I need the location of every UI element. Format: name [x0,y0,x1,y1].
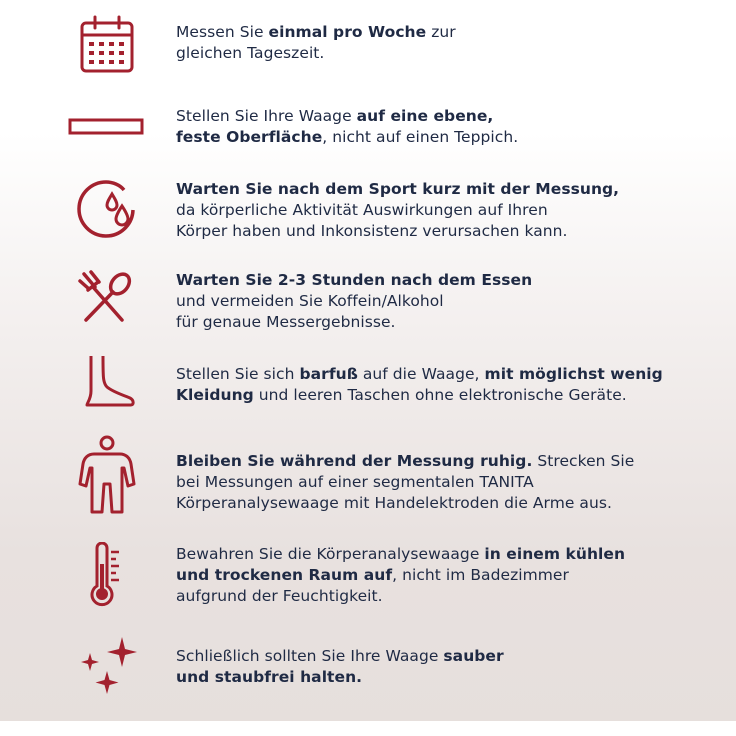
scale-icon [66,110,146,144]
tip-text-regular: Strecken Sie [532,452,635,470]
tip-text-regular: und leeren Taschen ohne elektronische Geräte. [253,386,627,404]
tip-text-bold: und staubfrei halten. [176,668,363,686]
tip-text [176,22,716,64]
tip-text [176,364,716,406]
tip-text-regular: da körperliche Aktivität Auswirkungen auf Ihren [176,201,548,219]
tip-text-regular: auf die Waage, [357,365,485,383]
tip-text-regular: Stellen Sie sich [176,365,300,383]
tip-line [176,385,716,406]
tip-text-bold: sauber [443,647,504,665]
tip-line [176,544,716,565]
tip-line [176,364,716,385]
foot-icon [72,352,142,410]
tip-text-regular: Körperanalysewaage mit Handelektroden die Arme aus. [176,494,612,512]
tip-text-bold: auf eine ebene, [356,107,494,125]
tip-text-bold: und trockenen Raum auf [176,566,393,584]
tip-text-regular: , nicht auf einen Teppich. [322,128,519,146]
tip-text-bold: Warten Sie nach dem Sport kurz mit der Messung, [176,180,620,198]
tip-text-regular: Körper haben und Inkonsistenz verursachen kann. [176,222,568,240]
tip-text-regular: für genaue Messergebnisse. [176,313,396,331]
tip-line [176,586,716,607]
tip-text-regular: und vermeiden Sie Koffein/Alkohol [176,292,444,310]
tip-line [176,646,716,667]
tip-line [176,667,716,688]
sweat-drops-icon [72,178,142,240]
tip-text-regular: , nicht im Badezimmer [392,566,569,584]
tip-text-regular: zur [426,23,456,41]
tip-text-regular: Stellen Sie Ihre Waage [176,107,357,125]
tip-text-bold: in einem kühlen [484,545,626,563]
tip-line [176,22,716,43]
tip-line [176,200,716,221]
tip-line [176,472,716,493]
tip-text-bold: mit möglichst wenig [484,365,663,383]
tip-text-bold: Bleiben Sie während der Messung ruhig. [176,452,533,470]
tip-text-bold: barfuß [299,365,358,383]
tip-text-regular: aufgrund der Feuchtigkeit. [176,587,383,605]
sparkles-icon [74,634,144,698]
tip-text [176,544,716,607]
tip-line [176,270,716,291]
tip-text-regular: Messen Sie [176,23,269,41]
tip-line [176,106,716,127]
tip-line [176,451,716,472]
tip-text-bold: Kleidung [176,386,254,404]
tip-text-bold: einmal pro Woche [268,23,427,41]
bottom-strip [0,721,736,736]
fork-spoon-icon [72,268,142,328]
tip-text-regular: gleichen Tageszeit. [176,44,325,62]
tip-line [176,43,716,64]
tip-line [176,127,716,148]
tip-text-bold: feste Oberfläche [176,128,323,146]
tip-text [176,646,716,688]
tip-text [176,179,716,242]
tip-line [176,312,716,333]
tip-text-regular: Bewahren Sie die Körperanalysewaage [176,545,485,563]
tip-line [176,179,716,200]
tip-line [176,565,716,586]
tip-line [176,291,716,312]
tip-text-regular: bei Messungen auf einer segmentalen TANITA [176,473,534,491]
person-standing-icon [72,434,142,514]
thermometer-icon [72,542,142,608]
calendar-icon [72,14,142,76]
tip-text-regular: Schließlich sollten Sie Ihre Waage [176,647,444,665]
tip-line [176,493,716,514]
tip-text [176,270,716,333]
tip-text [176,106,716,148]
tip-text [176,451,716,514]
tip-line [176,221,716,242]
tip-text-bold: Warten Sie 2-3 Stunden nach dem Essen [176,271,533,289]
